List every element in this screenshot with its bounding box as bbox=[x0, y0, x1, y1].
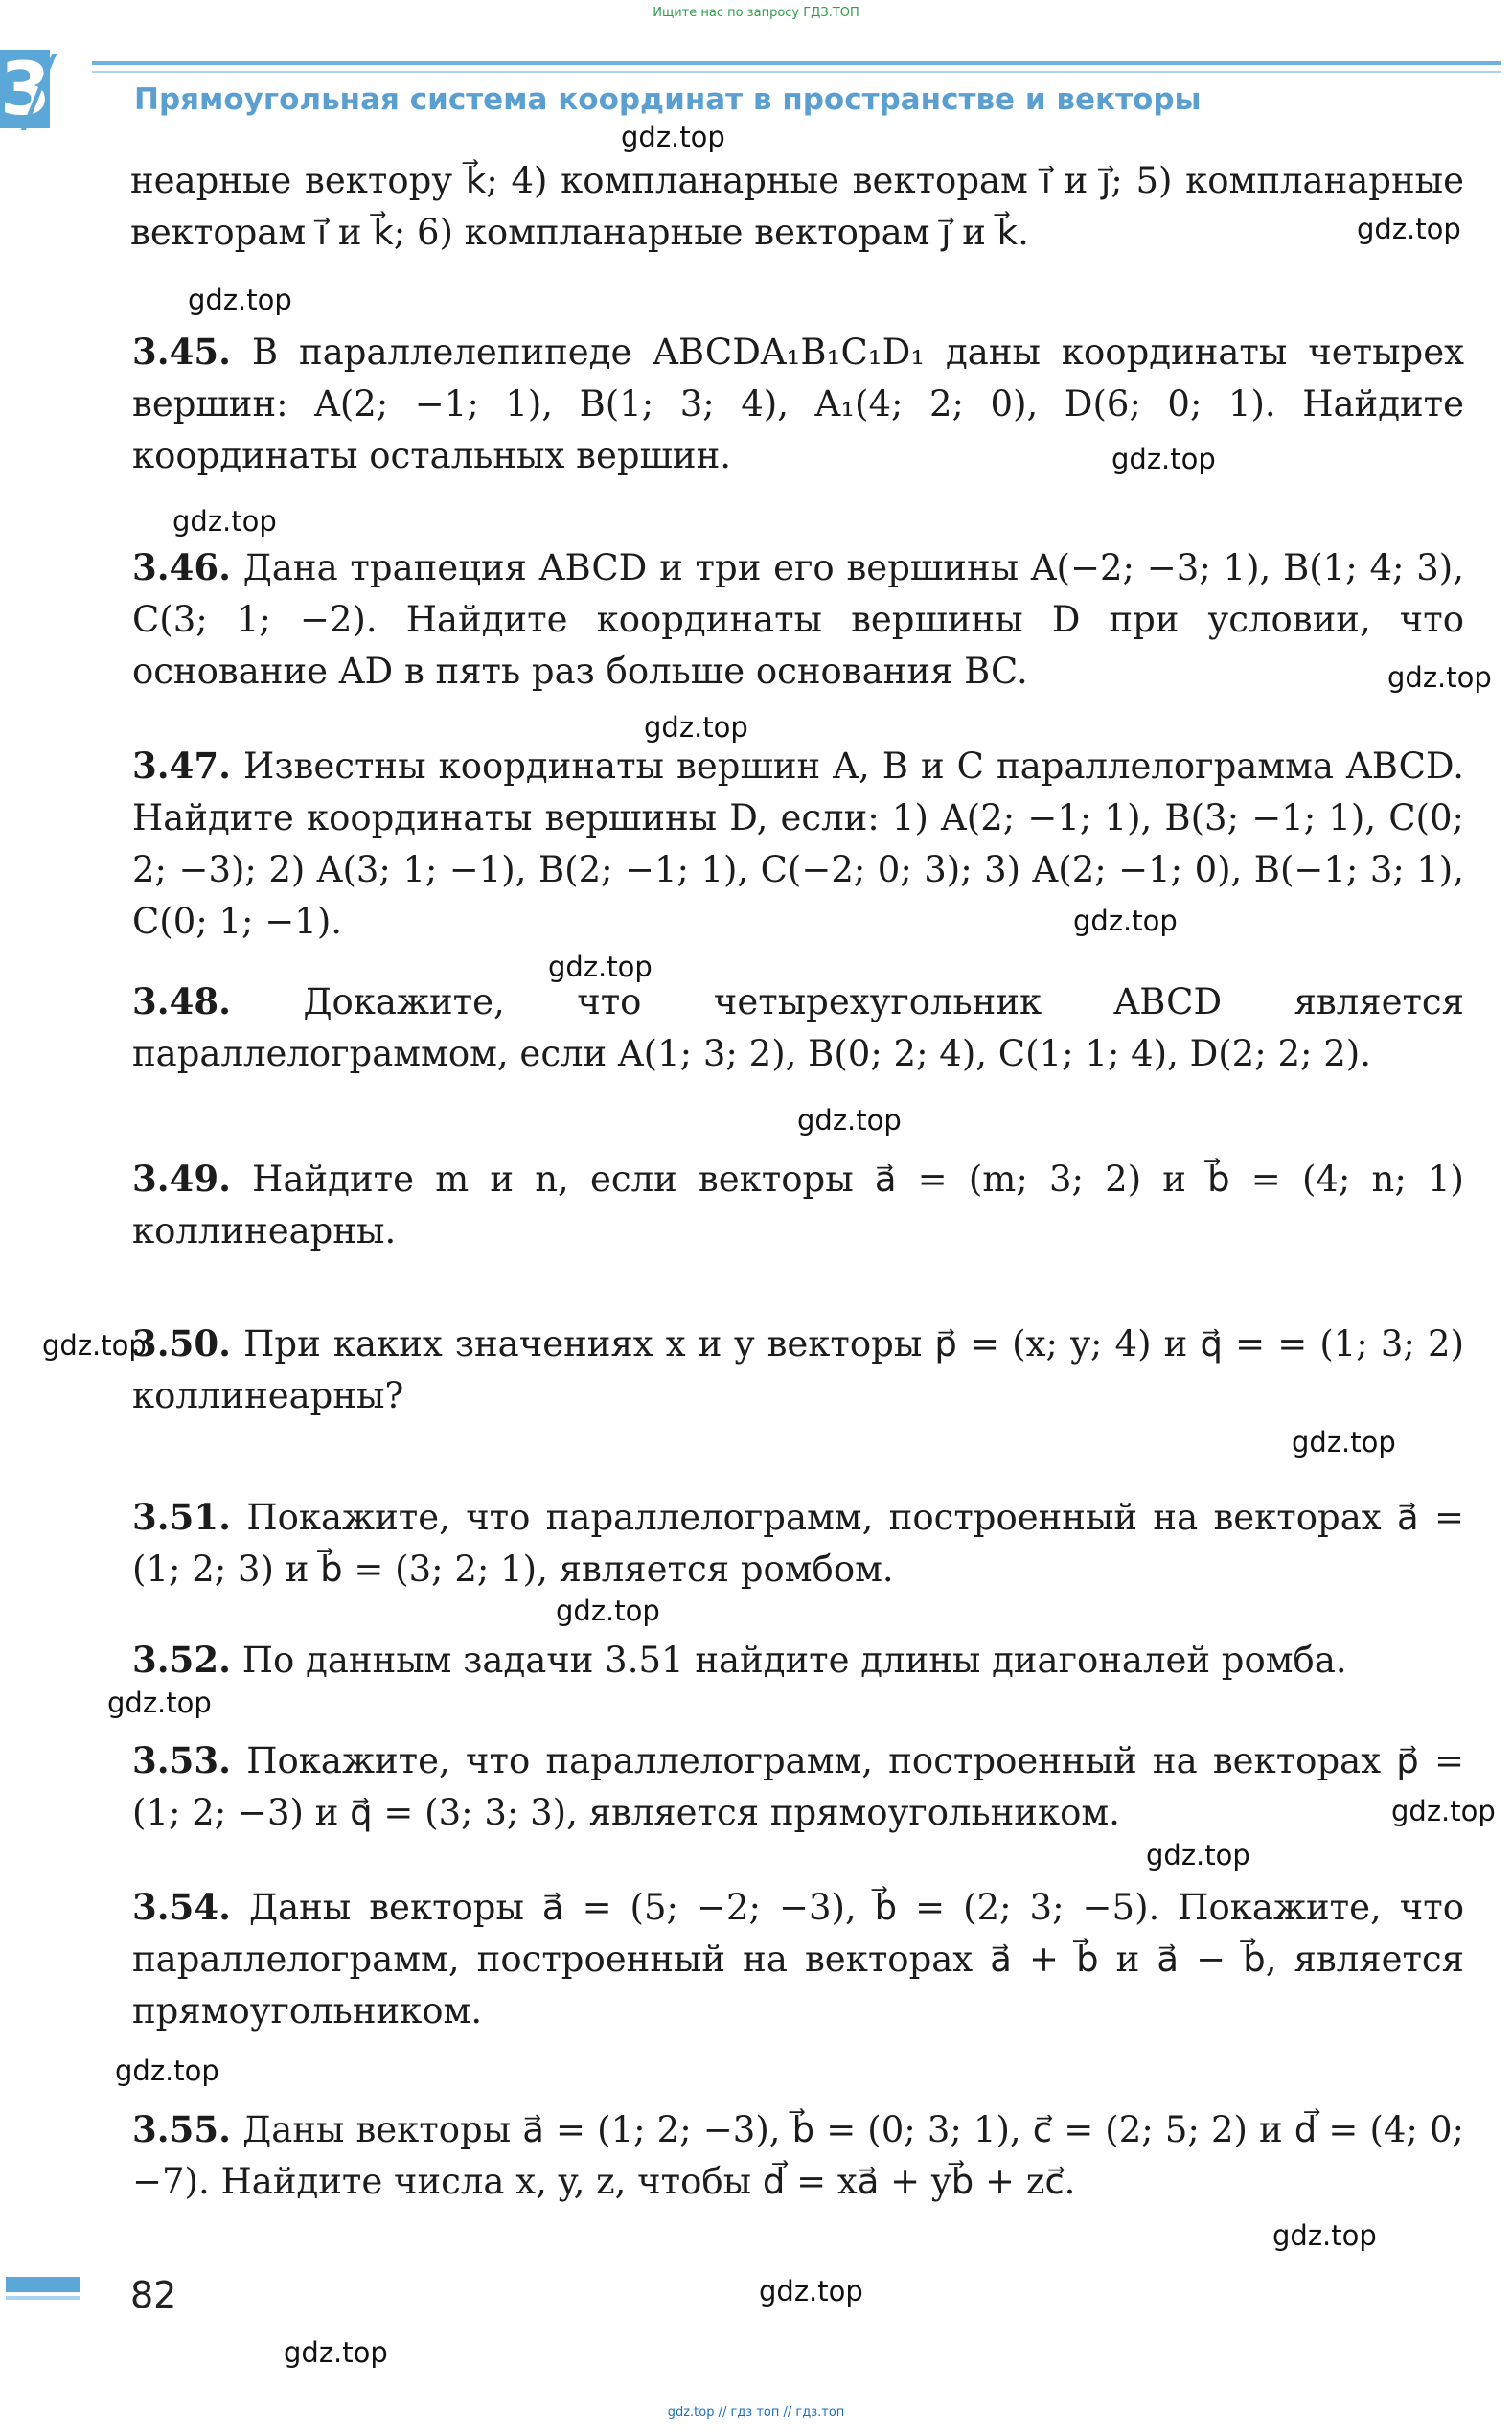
problem-number: 3.47. bbox=[132, 745, 231, 787]
problem-number: 3.55. bbox=[132, 2108, 231, 2150]
problem-3-47 bbox=[132, 740, 1464, 948]
problem-3-49 bbox=[132, 1153, 1464, 1257]
problem-3-51 bbox=[132, 1491, 1464, 1596]
watermark: gdz.top bbox=[188, 284, 292, 316]
problem-number: 3.52. bbox=[132, 1639, 231, 1681]
problem-number: 3.50. bbox=[132, 1322, 231, 1365]
watermark: gdz.top bbox=[107, 1687, 212, 1719]
watermark: gdz.top bbox=[1073, 905, 1178, 937]
problem-text: Докажите, что четырехугольник ABCD является параллелограммом, если A(1; 3; 2), B(0; 2; 4), C(1; 1; 4), D(2; 2; 2). bbox=[132, 981, 1464, 1074]
problem-number: 3.48. bbox=[132, 980, 231, 1022]
problem-text: Даны векторы a⃗ = (1; 2; −3), b⃗ = (0; 3; 1), c⃗ = (2; 5; 2) и d⃗ = (4; 0; −7). Найдите числа x, y, z, чтобы d⃗ = xa⃗ + yb⃗ + zc⃗. bbox=[132, 2109, 1464, 2202]
problem-text: Даны векторы a⃗ = (5; −2; −3), b⃗ = (2; 3; −5). Покажите, что параллелограмм, построенный на векторах a⃗ + b⃗ и a⃗ − b⃗, является прямоугольником. bbox=[132, 1887, 1464, 2032]
problem-number: 3.46. bbox=[132, 546, 231, 588]
problem-3-53 bbox=[132, 1734, 1464, 1839]
problem-number: 3.54. bbox=[132, 1886, 231, 1928]
watermark: gdz.top bbox=[1387, 661, 1492, 694]
problem-3-55 bbox=[132, 2103, 1464, 2208]
problem-text: Покажите, что параллелограмм, построенный на векторах p⃗ = (1; 2; −3) и q⃗ = (3; 3; 3), является прямоугольником. bbox=[132, 1740, 1464, 1833]
header-rule bbox=[92, 61, 1501, 65]
bottom-note: gdz.top // гдз топ // гдз.топ bbox=[667, 2405, 845, 2420]
top-note: Ищите нас по запросу ГДЗ.ТОП bbox=[653, 6, 859, 20]
watermark: gdz.top bbox=[1391, 1795, 1496, 1827]
problem-3-45 bbox=[132, 326, 1464, 482]
watermark: gdz.top bbox=[548, 951, 653, 983]
watermark: gdz.top bbox=[621, 121, 725, 153]
watermark: gdz.top bbox=[759, 2275, 863, 2308]
problem-text: Дана трапеция ABCD и три его вершины A(−2; −3; 1), B(1; 4; 3), C(3; 1; −2). Найдите координаты вершины D при условии, что основание AD в пять раз больше основания BC. bbox=[132, 547, 1464, 692]
problem-3-50 bbox=[132, 1318, 1464, 1422]
problem-text: Покажите, что параллелограмм, построенный на векторах a⃗ = (1; 2; 3) и b⃗ = (3; 2; 1), является ромбом. bbox=[132, 1497, 1464, 1590]
problem-3-54 bbox=[132, 1881, 1464, 2037]
problem-text: Найдите m и n, если векторы a⃗ = (m; 3; 2) и b⃗ = (4; n; 1) коллинеарны. bbox=[132, 1159, 1464, 1251]
header-rule-thin bbox=[92, 71, 1501, 73]
problem-3-46 bbox=[132, 541, 1464, 698]
paragraph-text: неарные вектору k⃗; 4) компланарные векторам i⃗ и j⃗; 5) компланарные векторам i⃗ и k⃗; 6) компланарные векторам j⃗ и k⃗. bbox=[130, 160, 1464, 253]
footer-decoration-thin bbox=[6, 2296, 80, 2300]
footer-decoration bbox=[6, 2277, 80, 2292]
watermark: gdz.top bbox=[1292, 1426, 1396, 1458]
problem-text: По данным задачи 3.51 найдите длины диагоналей ромба. bbox=[241, 1640, 1347, 1681]
problem-text: Известны координаты вершин A, B и C параллелограмма ABCD. Найдите координаты вершины D, если: 1) A(2; −1; 1), B(3; −1; 1), C(0; 2; −3); 2) A(3; 1; −1), B(2; −1; 1), C(−2; 0; 3); 3) A(2; −1; 0), B(−1; 3; 1), C(0; 1; −1). bbox=[132, 746, 1464, 942]
watermark: gdz.top bbox=[42, 1329, 147, 1362]
watermark: gdz.top bbox=[644, 711, 748, 744]
watermark: gdz.top bbox=[115, 2055, 219, 2087]
problem-number: 3.51. bbox=[132, 1496, 231, 1538]
problem-3-48 bbox=[132, 976, 1464, 1080]
watermark: gdz.top bbox=[797, 1104, 902, 1137]
running-header-title: Прямоугольная система координат в пространстве и векторы bbox=[134, 82, 1202, 117]
problem-number: 3.45. bbox=[132, 331, 231, 373]
watermark: gdz.top bbox=[1111, 443, 1216, 475]
watermark: gdz.top bbox=[1272, 2219, 1377, 2252]
watermark: gdz.top bbox=[172, 505, 277, 538]
watermark: gdz.top bbox=[284, 2336, 388, 2369]
problem-3-52 bbox=[132, 1634, 1464, 1687]
problem-text: При каких значениях x и y векторы p⃗ = (x; y; 4) и q⃗ = = (1; 3; 2) коллинеарны? bbox=[132, 1323, 1465, 1416]
watermark: gdz.top bbox=[556, 1595, 660, 1627]
chapter-number-badge: 3 bbox=[0, 46, 51, 131]
problem-number: 3.49. bbox=[132, 1158, 231, 1200]
watermark: gdz.top bbox=[1357, 213, 1461, 245]
problem-text: В параллелепипеде ABCDA₁B₁C₁D₁ даны координаты четырех вершин: A(2; −1; 1), B(1; 3; 4), A₁(4; 2; 0), D(6; 0; 1). Найдите координаты остальных вершин. bbox=[132, 332, 1464, 476]
paragraph-continuation bbox=[132, 155, 1464, 259]
watermark: gdz.top bbox=[1146, 1839, 1250, 1871]
page-number: 82 bbox=[130, 2274, 177, 2316]
problem-number: 3.53. bbox=[132, 1739, 231, 1781]
